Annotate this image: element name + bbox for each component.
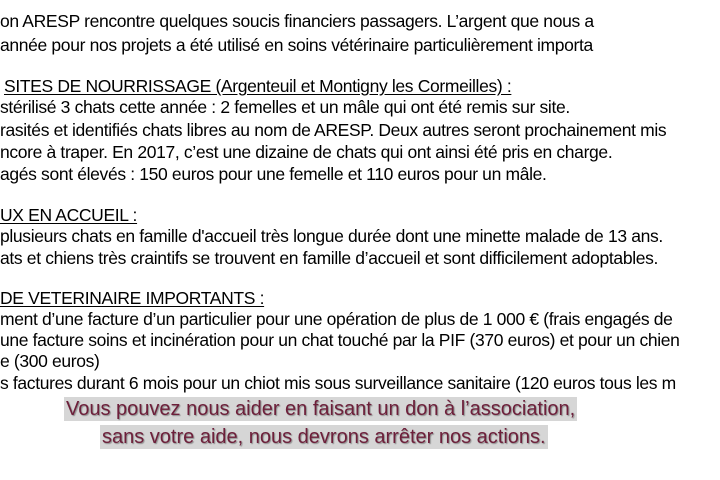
sites-line-2: rasités et identifiés chats libres au nom de ARESP. Deux autres seront prochainement mis [0, 120, 667, 140]
donation-callout-line-1: Vous pouvez nous aider en faisant un don à l’association, [66, 398, 576, 420]
intro-line-1: on ARESP rencontre quelques soucis financiers passagers. L’argent que nous a [0, 11, 594, 31]
section-heading-accueil: UX EN ACCUEIL : [0, 205, 138, 225]
sites-line-3: ncore à traper. En 2017, c’est une dizaine de chats qui ont ainsi été pris en charge. [0, 142, 613, 162]
accueil-line-1: plusieurs chats en famille d'accueil très longue durée dont une minette malade de 13 ans. [0, 226, 663, 246]
sites-line-1: stérilisé 3 chats cette année : 2 femelles et un mâle qui ont été remis sur site. [0, 97, 570, 117]
veterinaire-line-4: s factures durant 6 mois pour un chiot mis sous surveillance sanitaire (120 euros tous les m [0, 373, 676, 393]
intro-line-2: année pour nos projets a été utilisé en soins vétérinaire particulièrement importa [0, 35, 593, 55]
donation-callout-line-2: sans votre aide, nous devrons arrêter nos actions. [102, 426, 546, 448]
accueil-line-2: ats et chiens très craintifs se trouvent en famille d’accueil et sont difficilement adoptables. [0, 248, 659, 268]
veterinaire-line-2: une facture soins et incinération pour un chat touché par la PIF (370 euros) et pour un chien [0, 330, 680, 350]
section-heading-sites: SITES DE NOURRISSAGE (Argenteuil et Montigny les Cormeilles) : [4, 76, 512, 96]
veterinaire-line-3: e (300 euros) [0, 351, 100, 371]
sites-line-4: agés sont élevés : 150 euros pour une femelle et 110 euros pour un mâle. [0, 164, 547, 184]
veterinaire-line-1: ment d’une facture d’un particulier pour une opération de plus de 1 000 € (frais engagés de [0, 309, 673, 329]
section-heading-veterinaire: DE VETERINAIRE IMPORTANTS : [0, 288, 265, 308]
